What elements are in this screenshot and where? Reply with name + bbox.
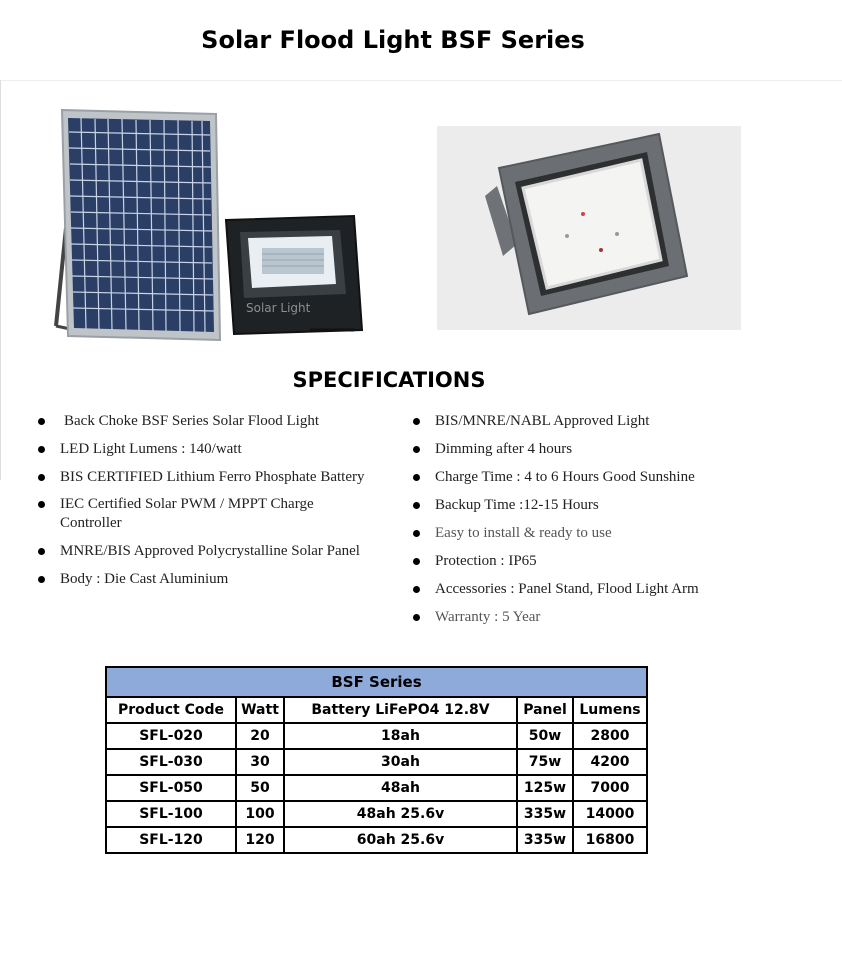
cell: 335w — [517, 827, 573, 853]
specs-list-left — [36, 412, 366, 589]
led-array — [262, 248, 324, 274]
spec-item: Back Choke BSF Series Solar Flood Light — [36, 412, 366, 431]
cell: 50w — [517, 723, 573, 749]
cell: 125w — [517, 775, 573, 801]
spec-item: BIS/MNRE/NABL Approved Light — [411, 412, 771, 431]
table-caption: BSF Series — [106, 667, 647, 697]
cell: SFL-100 — [106, 801, 236, 827]
column-header: Product Code — [106, 697, 236, 723]
specs-list-right — [411, 412, 771, 627]
spec-item: Dimming after 4 hours — [411, 440, 771, 459]
table-row — [106, 801, 647, 827]
cell: 7000 — [573, 775, 647, 801]
specifications-heading: SPECIFICATIONS — [292, 368, 486, 392]
solar-light-label: Solar Light — [246, 301, 311, 315]
spec-item: Charge Time : 4 to 6 Hours Good Sunshine — [411, 468, 771, 487]
table-header-row — [106, 697, 647, 723]
cell: 48ah — [284, 775, 517, 801]
cell: 75w — [517, 749, 573, 775]
cell: 18ah — [284, 723, 517, 749]
table-row — [106, 723, 647, 749]
cell: 2800 — [573, 723, 647, 749]
spec-item: Accessories : Panel Stand, Flood Light Arm — [411, 580, 771, 599]
spec-item: Protection : IP65 — [411, 552, 771, 571]
spec-item: Warranty : 5 Year — [411, 608, 771, 627]
cell: 4200 — [573, 749, 647, 775]
cell: 60ah 25.6v — [284, 827, 517, 853]
solar-panel-and-flood-light-photo — [44, 108, 370, 344]
cell: 100 — [236, 801, 284, 827]
spec-item: Body : Die Cast Aluminium — [36, 570, 366, 589]
spec-item: MNRE/BIS Approved Polycrystalline Solar Panel — [36, 542, 366, 561]
page-title: Solar Flood Light BSF Series — [201, 26, 585, 54]
column-header: Lumens — [573, 697, 647, 723]
top-divider — [0, 80, 842, 81]
cell: 20 — [236, 723, 284, 749]
cell: SFL-050 — [106, 775, 236, 801]
flood-light-fixture-photo — [437, 126, 741, 330]
spec-item: LED Light Lumens : 140/watt — [36, 440, 366, 459]
cell: 50 — [236, 775, 284, 801]
table-row — [106, 827, 647, 853]
cell: SFL-120 — [106, 827, 236, 853]
cell: 48ah 25.6v — [284, 801, 517, 827]
spec-item: BIS CERTIFIED Lithium Ferro Phosphate Battery — [36, 468, 366, 487]
spec-item: IEC Certified Solar PWM / MPPT Charge Controller — [36, 495, 366, 533]
cell: SFL-030 — [106, 749, 236, 775]
spec-item: Easy to install & ready to use — [411, 524, 771, 543]
cell: 335w — [517, 801, 573, 827]
column-header: Watt — [236, 697, 284, 723]
cell: 120 — [236, 827, 284, 853]
cell: 14000 — [573, 801, 647, 827]
cell: SFL-020 — [106, 723, 236, 749]
table-row — [106, 775, 647, 801]
table-row — [106, 749, 647, 775]
column-header: Battery LiFePO4 12.8V — [284, 697, 517, 723]
cell: 16800 — [573, 827, 647, 853]
cell: 30 — [236, 749, 284, 775]
spec-item: Backup Time :12-15 Hours — [411, 496, 771, 515]
left-edge-line — [0, 80, 1, 480]
column-header: Panel — [517, 697, 573, 723]
cell: 30ah — [284, 749, 517, 775]
bsf-series-table — [105, 666, 648, 854]
